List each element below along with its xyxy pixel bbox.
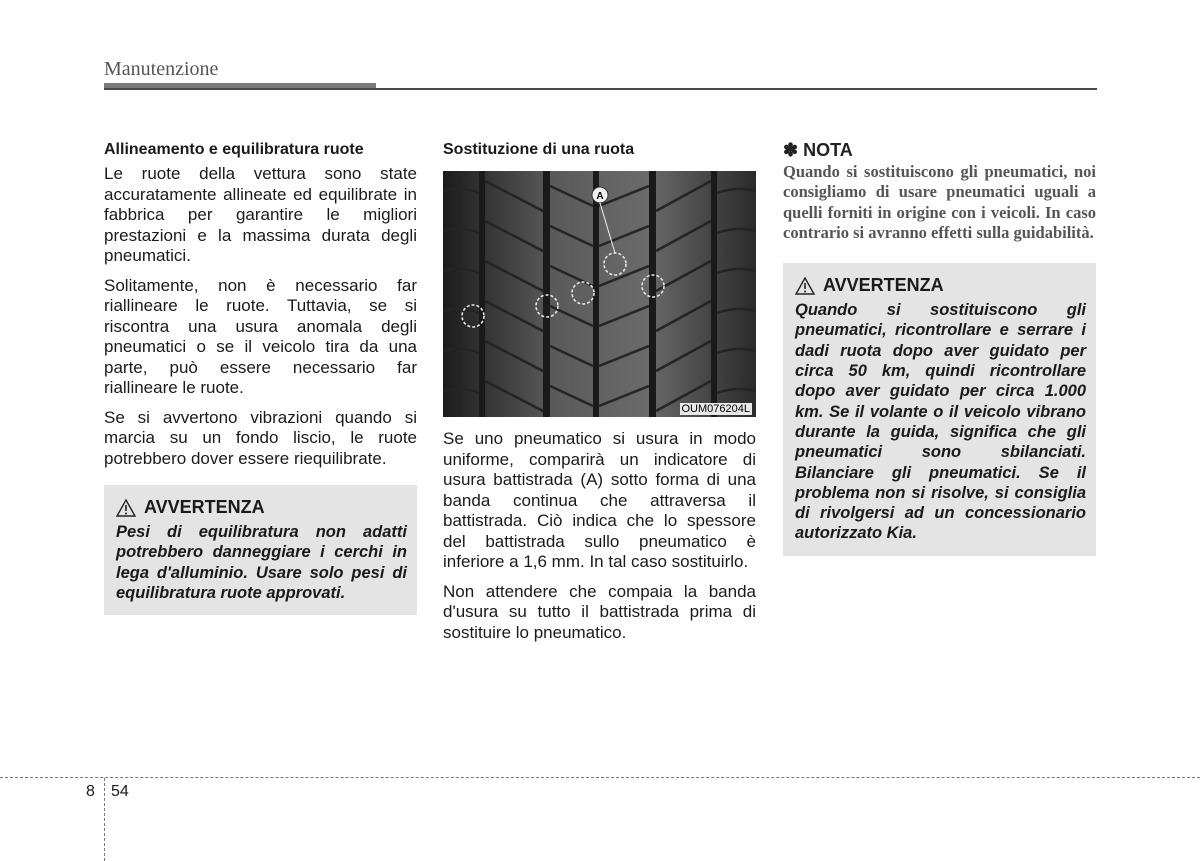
figure-marker-label: A (596, 191, 604, 202)
warning-triangle-icon (795, 277, 815, 295)
warning-title (116, 497, 407, 518)
paragraph: Le ruote della vettura sono state accuratamente allineate ed equilibrate in fabbrica per garantire le migliori prestazioni e la massima durata degli pneumatici. (104, 164, 417, 265)
tire-tread-figure (443, 171, 756, 417)
paragraph: Se uno pneumatico si usura in modo uniforme, comparirà un indicatore di usura battistrada (A) sotto forma di una banda continua che attraversa il battistrada. Ciò indica che lo spessore del battistrada sullo pneumatico è inferiore a 1,6 mm. In tal caso sostituirlo. (443, 429, 756, 571)
warning-box (104, 485, 417, 615)
paragraph: Non attendere che compaia la banda d'usura su tutto il battistrada prima di sostituire lo pneumatico. (443, 581, 756, 642)
header-rule-thin (104, 88, 1097, 90)
tire-tread-illustration (443, 171, 756, 417)
warning-title-label: AVVERTENZA (823, 275, 944, 296)
warning-title-label: AVVERTENZA (144, 497, 265, 517)
chapter-number: 8 (86, 783, 95, 800)
warning-box (783, 263, 1096, 556)
paragraph: Solitamente, non è necessario far riallineare le ruote. Tuttavia, se si riscontra una usura anomala degli pneumatici o se il veicolo tira da una parte, può essere necessario far riallineare le ruote. (104, 275, 417, 397)
warning-text: Pesi di equilibratura non adatti potrebbero danneggiare i cerchi in lega d'alluminio. Usare solo pesi di equilibratura ruote approvati. (116, 523, 407, 602)
note-text: Quando si sostituiscono gli pneumatici, noi consigliamo di usare pneumatici uguali a quelli forniti in origine con i veicoli. In caso contrario si avranno effetti sulla guidabilità. (783, 162, 1096, 242)
warning-title (795, 275, 1086, 296)
page-number: 54 (111, 783, 129, 800)
warning-triangle-icon (116, 499, 136, 517)
running-header: Manutenzione (104, 58, 219, 80)
warning-text: Quando si sostituiscono gli pneumatici, ricontrollare e serrare i dadi ruota dopo aver guidato per circa 50 km, quindi ricontrollare dopo aver guidato per circa 1.000 km. Se il volante o il veicolo vibrano durante la guida, significa che gli pneumatici sono sbilanciati. Bilanciare gli pneumatici. Se il problema non si risolve, si consiglia di rivolgersi ad un concessionario autorizzato Kia. (795, 301, 1086, 543)
note-title: ✽ NOTA (783, 140, 853, 160)
column-middle (443, 140, 756, 652)
paragraph: Se si avvertono vibrazioni quando si marcia su un fondo liscio, le ruote potrebbero dover essere riequilibrate. (104, 407, 417, 468)
footer-vertical-rule (104, 778, 105, 861)
section-heading-alignment: Allineamento e equilibratura ruote (104, 141, 364, 158)
column-right (783, 140, 1096, 556)
figure-caption: OUM076204L (681, 403, 750, 415)
section-heading-replacement: Sostituzione di una ruota (443, 141, 635, 158)
column-left (104, 140, 417, 615)
footer-rule (0, 777, 1200, 778)
